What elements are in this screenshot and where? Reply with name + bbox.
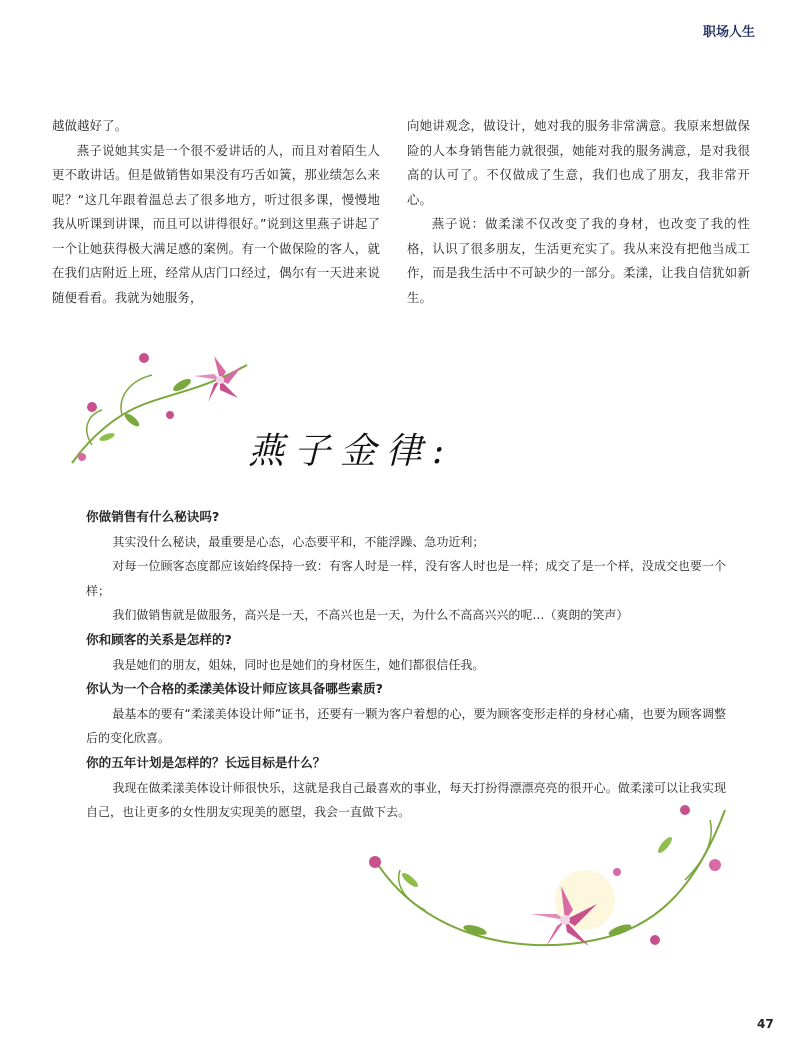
answer-4: 我现在做柔漾美体设计师很快乐，这就是我自己最喜欢的事业，每天打扮得漂漂亮亮的很开心。做柔漾可以让我实现自己，也让更多的女性朋友实现美的愿望，我会一直做下去。: [86, 780, 726, 820]
question-1: 你做销售有什么秘诀吗?: [86, 509, 220, 524]
question-2: 你和顾客的关系是怎样的?: [86, 631, 232, 647]
answer-2: 我是她们的朋友，姐妹，同时也是她们的身材医生，她们都很信任我。: [112, 657, 485, 672]
left-paragraph-2: 燕子说她其实是一个很不爱讲话的人，而且对着陌生人更不敢讲话。但是做销售如果没有巧舌如簧，那业绩怎么来呢？“这几年跟着温总去了很多地方，听过很多课，慢慢地我从听课到讲课，而且可以讲得很好。”说到这里燕子讲起了一个让她获得极大满足感的案例。有一个做保险的客人，就在我们店附近上班，经常从店门口经过，偶尔有一天进来说随便看看。我就为她服务，: [52, 142, 380, 305]
flower-vine-top-icon: [62, 345, 262, 475]
answer-1-line-2: 对每一位顾客态度都应该始终保持一致：有客人时是一样，没有客人时也是一样；成交了是一个样，没成交也要一个样；: [86, 559, 726, 598]
right-column: [407, 114, 750, 310]
question-4: 你的五年计划是怎样的？长远目标是什么？: [86, 754, 326, 770]
left-paragraph-1: 越做越好了。: [52, 118, 128, 133]
qa-section: [86, 505, 726, 825]
right-paragraph-1: 向她讲观念，做设计，她对我的服务非常满意。我原来想做保险的人本身销售能力就很强，她能对我的服务满意，是对我很高的认可了。不仅做成了生意，我们也成了朋友，我非常开心。: [407, 118, 750, 207]
section-header: 职场人生: [697, 22, 800, 44]
question-3: 你认为一个合格的柔漾美体设计师应该具备哪些素质?: [86, 681, 383, 697]
flower-vine-bottom-icon: [365, 790, 745, 970]
answer-1-line-3: 我们做销售就是做服务，高兴是一天，不高兴也是一天，为什么不高高兴兴的呢…（爽朗的笑声）: [112, 608, 629, 623]
right-paragraph-2: 燕子说：做柔漾不仅改变了我的身材，也改变了我的性格，认识了很多朋友，生活更充实了。我从来没有把他当成工作，而是我生活中不可缺少的一部分。柔漾，让我自信犹如新生。: [407, 216, 750, 305]
page-number: 47: [757, 1017, 774, 1031]
section-title: 燕子金律:: [248, 431, 455, 472]
answer-1-line-1: 其实没什么秘诀，最重要是心态，心态要平和，不能浮躁、急功近利；: [112, 534, 485, 549]
left-column: [52, 114, 380, 310]
answer-3: 最基本的要有“柔漾美体设计师”证书，还要有一颗为客户着想的心，要为顾客变形走样的身材心痛，也要为顾客调整后的变化欣喜。: [86, 706, 726, 746]
